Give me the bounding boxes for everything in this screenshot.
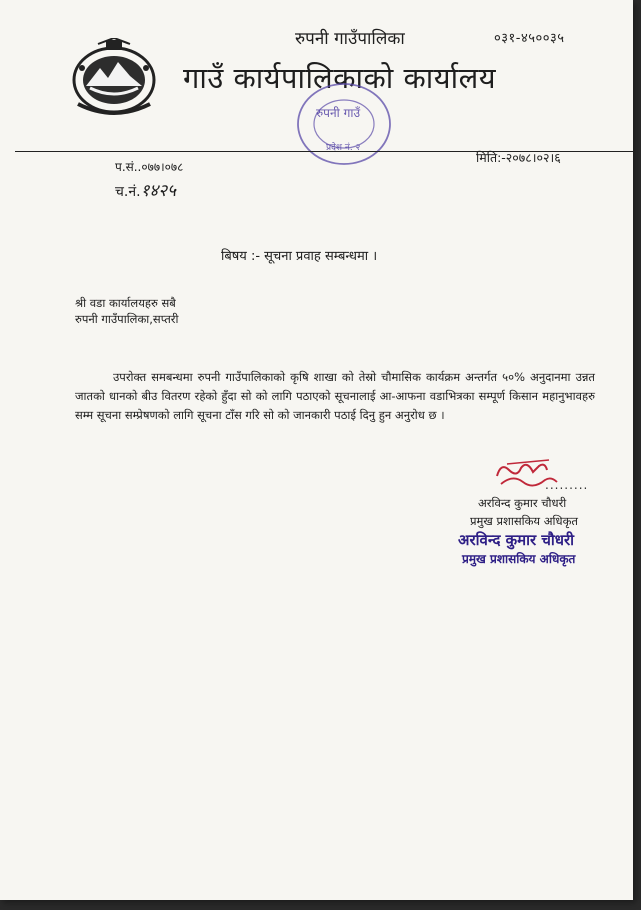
letter-body: उपरोक्त समबन्धमा रुपनी गाउँपालिकाको कृषि शाखा को तेस्रो चौमासिक कार्यक्रम अन्तर्गत ५०% अनुदानमा उन्नत जातको धानको बीउ वितरण रहेको हुँदा सो को लागि पठाएको सूचनालाई आ-आफना वडाभित्रका सम्पूर्ण किसान महानुभावहरु सम्म सूचना सम्प्रेषणको लागि सूचना टाँस गरि सो को जानकारी पठाई दिनु हुन अनुरोध छ । — [75, 370, 595, 422]
nepal-emblem-icon — [68, 38, 160, 118]
subject-line: बिषय :- सूचना प्रवाह सम्बन्धमा । — [221, 249, 378, 264]
dispatch-label: च.नं. — [115, 184, 141, 200]
letter-date: मिति:-२०७८।०२।६ — [476, 150, 561, 165]
phone-number: ०३१-४५००३५ — [494, 31, 565, 46]
signatory-name: अरविन्द कुमार चौधरी — [478, 496, 567, 510]
reference-number: प.सं..०७७।०७८ — [115, 160, 184, 174]
office-stamp-text: रुपनी गाउँ — [316, 106, 361, 120]
municipality-name: रुपनी गाउँपालिका — [295, 29, 405, 49]
office-title: गाउँ कार्यपालिकाको कार्यालय — [183, 61, 497, 95]
office-stamp-text-2: प्रदेश नं. २ — [326, 143, 361, 153]
signatory-stamp-title: प्रमुख प्रशासकिय अधिकृत — [462, 552, 576, 566]
signatory-title: प्रमुख प्रशासकिय अधिकृत — [470, 514, 578, 528]
office-stamp-seal — [282, 76, 412, 176]
dispatch-value: १४२५ — [140, 181, 176, 201]
signatory-stamp-name: अरविन्द कुमार चौधरी — [458, 531, 575, 549]
dispatch-number — [115, 178, 176, 201]
signature-dots: ......... — [545, 478, 589, 492]
recipient-line-2: रुपनी गाउँपालिका,सप्तरी — [75, 312, 179, 326]
recipient-line-1: श्री वडा कार्यालयहरु सबै — [75, 296, 176, 310]
